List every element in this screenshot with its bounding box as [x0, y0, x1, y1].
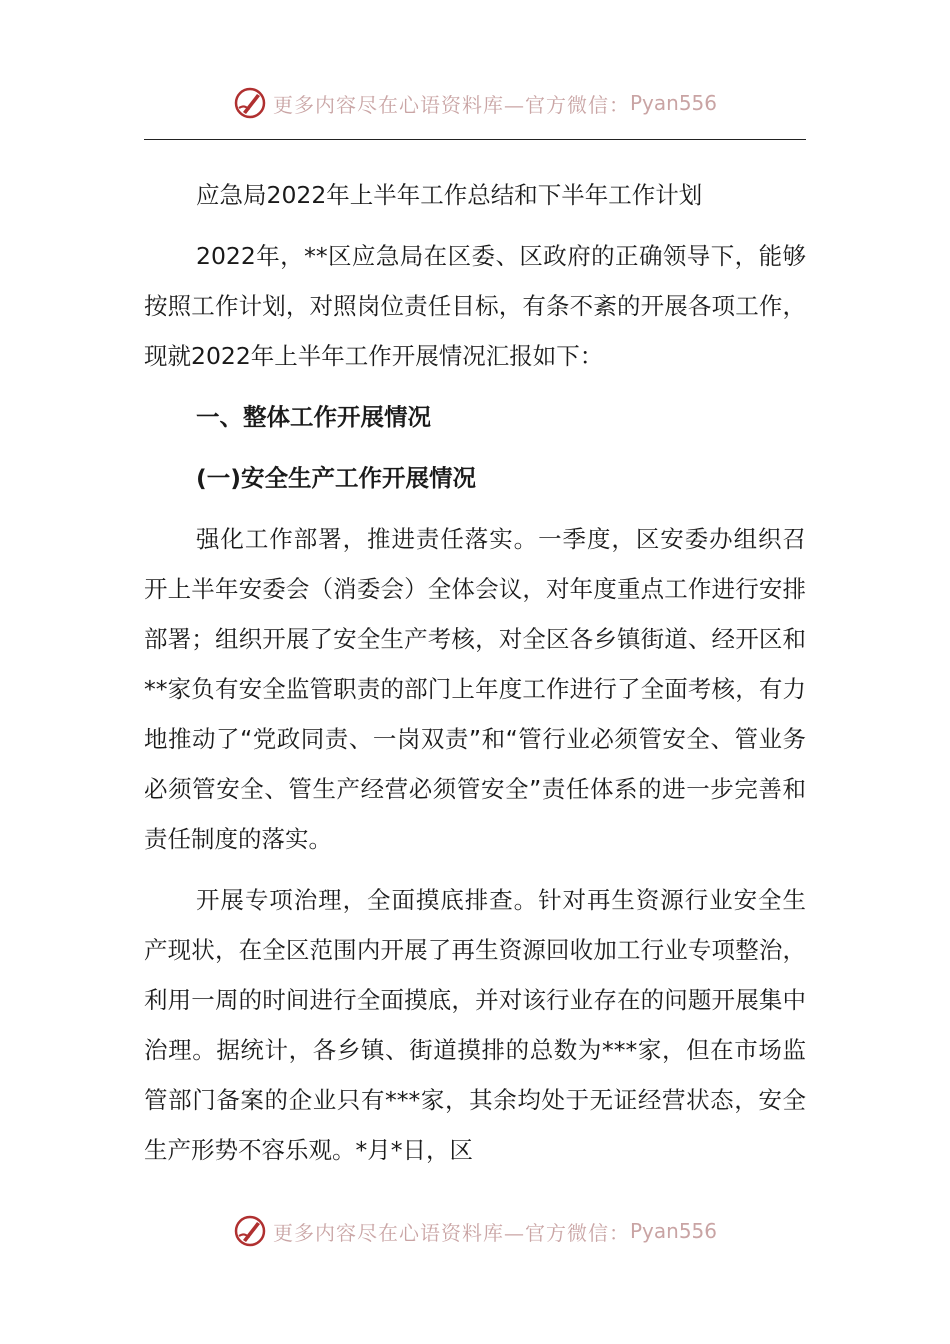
subsection-heading: (一)安全生产工作开展情况 [196, 464, 476, 492]
document-body [144, 170, 806, 1186]
intro-paragraph: 2022年，**区应急局在区委、区政府的正确领导下，能够按照工作计划，对照岗位责任目标，有条不紊的开展各项工作，现就2022年上半年工作开展情况汇报如下： [144, 242, 806, 370]
header-watermark-banner [0, 86, 950, 120]
body-paragraph: 开展专项治理，全面摸底排查。针对再生资源行业安全生产现状，在全区范围内开展了再生资源回收加工行业专项整治，利用一周的时间进行全面摸底，并对该行业存在的问题开展集中治理。据统计，各乡镇、街道摸排的总数为***家，但在市场监管部门备案的企业只有***家，其余均处于无证经营状态，安全生产形势不容乐观。*月*日，区 [144, 886, 806, 1164]
brush-pen-logo-icon [233, 86, 267, 120]
section-heading: 一、整体工作开展情况 [196, 403, 431, 431]
banner-text: 更多内容尽在心语资料库—官方微信： [272, 92, 630, 117]
footer-watermark-banner [0, 1214, 950, 1248]
brush-pen-logo-icon [233, 1214, 267, 1248]
banner-handle: Pyan556 [629, 91, 717, 115]
header-divider [144, 139, 806, 140]
document-title: 应急局2022年上半年工作总结和下半年工作计划 [196, 181, 703, 209]
banner-text: 更多内容尽在心语资料库—官方微信： [272, 1220, 630, 1245]
banner-handle: Pyan556 [629, 1219, 717, 1243]
body-paragraph: 强化工作部署，推进责任落实。一季度，区安委办组织召开上半年安委会（消委会）全体会议，对年度重点工作进行安排部署；组织开展了安全生产考核，对全区各乡镇街道、经开区和**家负有安全监管职责的部门上年度工作进行了全面考核，有力地推动了“党政同责、一岗双责”和“管行业必须管安全、管业务必须管安全、管生产经营必须管安全”责任体系的进一步完善和责任制度的落实。 [144, 525, 806, 853]
